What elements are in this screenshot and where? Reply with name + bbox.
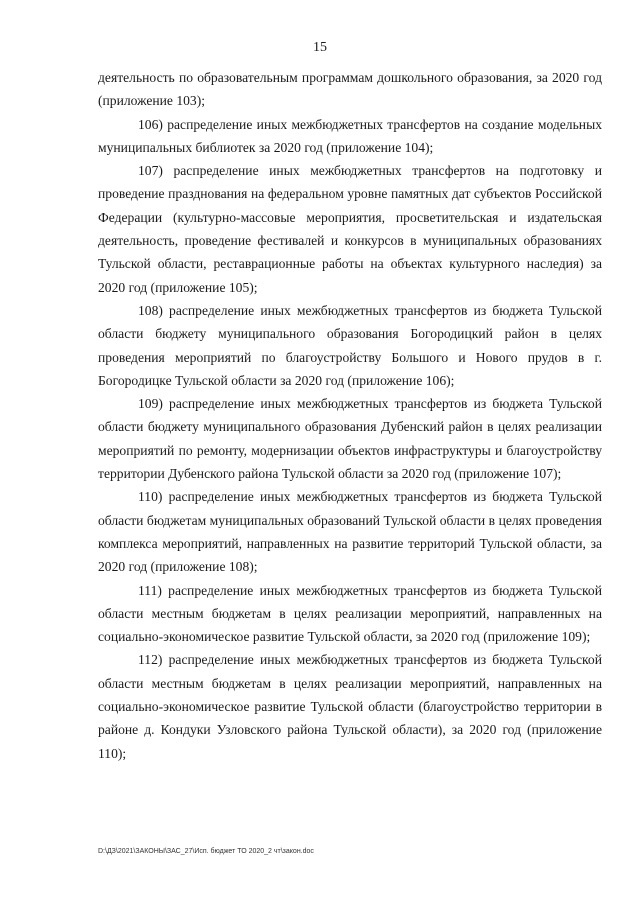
paragraph-item-110: 110) распределение иных межбюджетных трансфертов из бюджета Тульской области бюджетам муниципальных образований Тульской области в целях проведения комплекса мероприятий, направленных на развитие территорий Тульской области, за 2020 год (приложение 108); bbox=[98, 489, 602, 575]
paragraph-item-111: 111) распределение иных межбюджетных трансфертов из бюджета Тульской области местным бюджетам в целях реализации мероприятий, направленных на социально-экономическое развитие Тульской области, за 2020 год (приложение 109); bbox=[98, 582, 602, 645]
paragraph-item-107: 107) распределение иных межбюджетных трансфертов на подготовку и проведение празднования на федеральном уровне памятных дат субъектов Российской Федерации (культурно-массовые мероприятия, просветительская и издательская деятельность, проведение фестивалей и конкурсов в муниципальных образованиях Тульской области, реставрационные работы на объектах культурного наследия) за 2020 год (приложение 105); bbox=[98, 163, 602, 295]
page-number: 15 bbox=[313, 40, 327, 55]
footer-file-path: D:\ДЗ\2021\ЗАКОНЫ\ЗАС_27\Исп. бюджет ТО 2020_2 чт\закон.doc bbox=[98, 848, 314, 855]
paragraph-item-112: 112) распределение иных межбюджетных трансфертов из бюджета Тульской области местным бюджетам в целях реализации мероприятий, направленных на социально-экономическое развитие Тульской области (благоустройство территории в районе д. Кондуки Узловского района Тульской области), за 2020 год (приложение 110); bbox=[98, 652, 602, 761]
paragraph-continuation: деятельность по образовательным программам дошкольного образования, за 2020 год (приложение 103); bbox=[98, 70, 602, 109]
paragraph-item-109: 109) распределение иных межбюджетных трансфертов из бюджета Тульской области бюджету муниципального образования Дубенский район в целях реализации мероприятий по ремонту, модернизации объектов инфраструктуры и благоустройству территории Дубенского района Тульской области за 2020 год (приложение 107); bbox=[98, 396, 602, 482]
paragraph-item-108: 108) распределение иных межбюджетных трансфертов из бюджета Тульской области бюджету муниципального образования Богородицкий район в целях проведения мероприятий по благоустройству Большого и Нового прудов в г. Богородицке Тульской области за 2020 год (приложение 106); bbox=[98, 302, 602, 388]
document-body bbox=[98, 66, 602, 765]
paragraph-item-106: 106) распределение иных межбюджетных трансфертов на создание модельных муниципальных библиотек за 2020 год (приложение 104); bbox=[98, 116, 602, 155]
